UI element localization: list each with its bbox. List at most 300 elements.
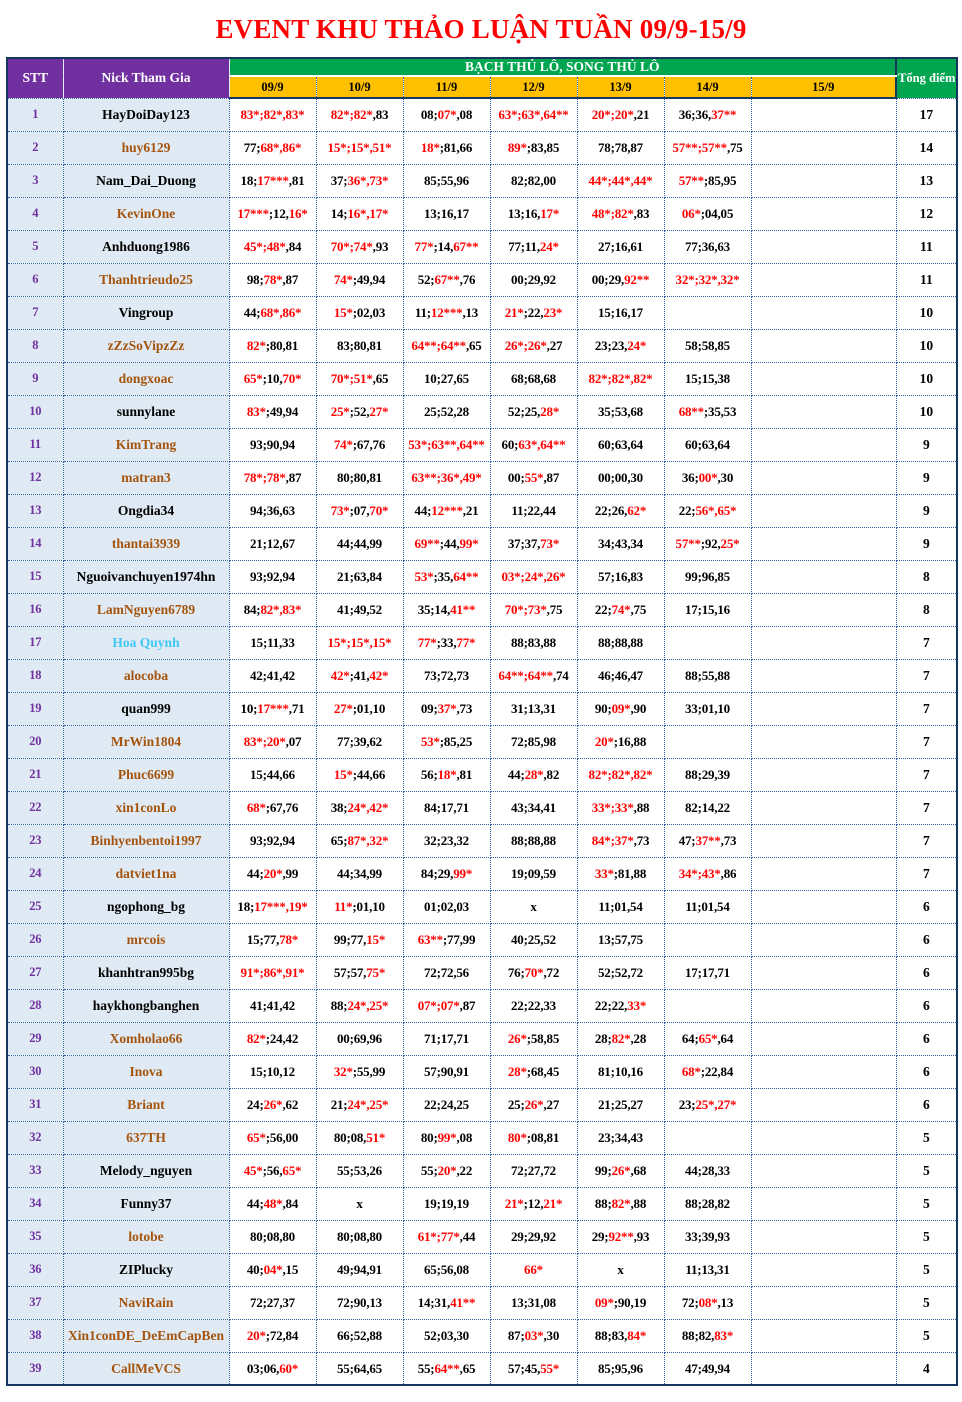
total-points: 8 bbox=[896, 560, 957, 593]
score-cell bbox=[316, 395, 403, 428]
score-segment-red: 37** bbox=[711, 107, 737, 123]
score-segment-red: 77* bbox=[456, 635, 476, 650]
score-segment-red: 55* bbox=[524, 470, 544, 485]
score-segment-red: 06* bbox=[681, 206, 701, 221]
score-cell bbox=[403, 791, 490, 824]
score-segment-black: ;08,81 bbox=[526, 1130, 560, 1145]
row-number: 36 bbox=[7, 1253, 63, 1286]
score-segment-black: 73;72,73 bbox=[424, 668, 469, 683]
nickname: CallMeVCS bbox=[63, 1352, 229, 1385]
score-segment-black: ,65 bbox=[465, 338, 482, 353]
score-segment-black: ;16,88 bbox=[613, 734, 647, 749]
total-points: 9 bbox=[896, 461, 957, 494]
event-score-table bbox=[6, 57, 958, 1386]
score-segment-black: ,73 bbox=[456, 701, 473, 716]
score-segment-black: 41;49,52 bbox=[337, 602, 382, 617]
score-cell bbox=[664, 758, 751, 791]
row-number: 31 bbox=[7, 1088, 63, 1121]
score-segment-red: 65* bbox=[698, 1031, 718, 1046]
score-cell bbox=[490, 1121, 577, 1154]
score-segment-black: ;52, bbox=[349, 404, 370, 419]
score-cell bbox=[577, 1187, 664, 1220]
score-segment-black: ;81,66 bbox=[439, 140, 473, 155]
score-segment-black: ;02,03 bbox=[352, 305, 386, 320]
nickname: dongxoac bbox=[63, 362, 229, 395]
score-segment-black: 21;25,27 bbox=[598, 1097, 643, 1112]
score-segment-red: 07* bbox=[437, 107, 457, 123]
score-segment-red: 78*;78* bbox=[243, 470, 286, 485]
score-segment-black: 25; bbox=[507, 1097, 525, 1112]
total-points: 5 bbox=[896, 1319, 957, 1352]
score-segment-black: 82;82,00 bbox=[511, 173, 556, 188]
score-segment-black: ,83 bbox=[633, 206, 650, 221]
score-cell bbox=[751, 890, 896, 923]
score-segment-black: 21;63,84 bbox=[337, 569, 382, 584]
table-row bbox=[7, 758, 957, 791]
score-segment-red: 89* bbox=[507, 140, 527, 155]
score-cell bbox=[403, 1319, 490, 1352]
score-cell bbox=[664, 197, 751, 230]
score-cell bbox=[664, 824, 751, 857]
score-cell bbox=[403, 1088, 490, 1121]
score-cell bbox=[229, 956, 316, 989]
score-cell bbox=[229, 560, 316, 593]
score-cell bbox=[403, 692, 490, 725]
score-segment-red: 83*;20* bbox=[243, 734, 286, 749]
score-cell bbox=[751, 131, 896, 164]
score-segment-black: ;22, bbox=[523, 305, 544, 320]
score-cell bbox=[664, 1187, 751, 1220]
score-cell bbox=[751, 1253, 896, 1286]
col-header-nick: Nick Tham Gia bbox=[63, 58, 229, 98]
score-cell bbox=[577, 461, 664, 494]
score-cell bbox=[229, 824, 316, 857]
score-cell bbox=[403, 956, 490, 989]
score-cell bbox=[229, 1088, 316, 1121]
score-segment-black: ;80,81 bbox=[265, 338, 299, 353]
score-cell bbox=[577, 494, 664, 527]
score-cell bbox=[403, 1055, 490, 1088]
score-cell bbox=[490, 890, 577, 923]
score-cell bbox=[751, 98, 896, 131]
score-cell bbox=[751, 692, 896, 725]
table-row bbox=[7, 659, 957, 692]
score-cell bbox=[664, 395, 751, 428]
score-cell bbox=[316, 1154, 403, 1187]
table-row bbox=[7, 857, 957, 890]
score-segment-black: 22; bbox=[594, 602, 612, 617]
score-cell bbox=[316, 824, 403, 857]
score-cell bbox=[229, 461, 316, 494]
row-number: 38 bbox=[7, 1319, 63, 1352]
score-segment-red: 69** bbox=[414, 536, 440, 551]
score-segment-black: ;14, bbox=[433, 239, 454, 254]
score-segment-black: ;56, bbox=[262, 1163, 283, 1178]
score-cell bbox=[229, 428, 316, 461]
total-points: 4 bbox=[896, 1352, 957, 1385]
score-segment-black: 31;13,31 bbox=[511, 701, 556, 716]
col-header-total: Tổng điểm bbox=[896, 58, 957, 98]
score-segment-red: 12*** bbox=[430, 305, 463, 320]
score-segment-red: 92** bbox=[624, 272, 650, 287]
score-segment-black: 41;41,42 bbox=[250, 998, 295, 1013]
score-segment-red: 53* bbox=[420, 734, 440, 749]
score-cell bbox=[316, 131, 403, 164]
score-cell bbox=[577, 857, 664, 890]
score-segment-red: 15*;15*,51* bbox=[327, 140, 392, 155]
score-cell bbox=[751, 197, 896, 230]
score-segment-black: 88;55,88 bbox=[685, 668, 730, 683]
score-segment-black: 77; bbox=[243, 140, 261, 155]
score-cell bbox=[403, 362, 490, 395]
score-cell bbox=[316, 560, 403, 593]
score-segment-black: 43;34,41 bbox=[511, 800, 556, 815]
score-segment-black: ,86 bbox=[720, 866, 737, 881]
score-segment-red: 17*** bbox=[257, 701, 289, 716]
score-cell bbox=[751, 857, 896, 890]
score-segment-red: 99* bbox=[453, 866, 473, 881]
score-segment-black: 80;08, bbox=[333, 1130, 367, 1145]
score-segment-black: ;55,99 bbox=[352, 1064, 386, 1079]
score-segment-red: 28* bbox=[507, 1064, 527, 1079]
nickname: Binhyenbentoi1997 bbox=[63, 824, 229, 857]
score-segment-black: 38; bbox=[330, 800, 348, 815]
score-segment-black: ,87 bbox=[459, 998, 476, 1013]
table-row bbox=[7, 725, 957, 758]
nickname: Nguoivanchuyen1974hn bbox=[63, 560, 229, 593]
score-cell bbox=[577, 890, 664, 923]
total-points: 5 bbox=[896, 1154, 957, 1187]
score-segment-black: 15;77, bbox=[246, 932, 280, 947]
score-segment-black: 66;52,88 bbox=[337, 1328, 382, 1343]
score-cell bbox=[751, 956, 896, 989]
score-cell bbox=[751, 725, 896, 758]
score-segment-red: 62* bbox=[627, 503, 647, 518]
score-segment-black: 37;37, bbox=[507, 536, 541, 551]
nickname: Thanhtrieudo25 bbox=[63, 263, 229, 296]
score-segment-black: 13;57,75 bbox=[598, 932, 643, 947]
table-row bbox=[7, 296, 957, 329]
score-cell bbox=[664, 725, 751, 758]
score-cell bbox=[577, 626, 664, 659]
score-cell bbox=[751, 362, 896, 395]
score-segment-black: ,76 bbox=[459, 272, 476, 287]
score-segment-red: 21* bbox=[504, 1196, 524, 1211]
score-segment-red: 24* bbox=[539, 239, 559, 254]
score-segment-black: 88;83,88 bbox=[511, 635, 556, 650]
score-segment-black: ;33, bbox=[436, 635, 457, 650]
nickname: thantai3939 bbox=[63, 527, 229, 560]
score-segment-black: 44;28,33 bbox=[685, 1163, 730, 1178]
nickname: khanhtran995bg bbox=[63, 956, 229, 989]
score-segment-black: 88;88,88 bbox=[598, 635, 643, 650]
total-points: 11 bbox=[896, 230, 957, 263]
score-segment-black: ;12, bbox=[268, 206, 289, 221]
score-segment-black: 10;27,65 bbox=[424, 371, 469, 386]
score-segment-red: 74* bbox=[333, 272, 353, 287]
score-segment-black: 44; bbox=[507, 767, 525, 782]
score-cell bbox=[577, 164, 664, 197]
table-row bbox=[7, 461, 957, 494]
score-cell bbox=[577, 131, 664, 164]
score-segment-black: ,22 bbox=[456, 1163, 473, 1178]
score-cell bbox=[490, 494, 577, 527]
score-segment-red: 83* bbox=[246, 404, 266, 419]
score-segment-black: 11;22,44 bbox=[511, 503, 556, 518]
page-title: EVENT KHU THẢO LUẬN TUẦN 09/9-15/9 bbox=[215, 13, 747, 44]
score-segment-red: 65* bbox=[243, 371, 263, 386]
score-segment-red: 25*,27* bbox=[695, 1097, 737, 1112]
row-number: 39 bbox=[7, 1352, 63, 1385]
score-segment-black: 57;90,91 bbox=[424, 1064, 469, 1079]
score-segment-red: 37* bbox=[437, 701, 457, 716]
score-cell bbox=[577, 725, 664, 758]
score-cell bbox=[577, 98, 664, 131]
score-segment-black: 65;56,08 bbox=[424, 1262, 469, 1277]
score-segment-red: 15* bbox=[333, 767, 353, 782]
score-segment-red: 32* bbox=[333, 1064, 353, 1079]
score-segment-black: ,21 bbox=[462, 503, 479, 518]
total-points: 7 bbox=[896, 824, 957, 857]
score-cell bbox=[229, 1253, 316, 1286]
score-cell bbox=[229, 791, 316, 824]
score-segment-red: 74* bbox=[611, 602, 631, 617]
nickname: Hoa Quynh bbox=[63, 626, 229, 659]
score-cell bbox=[229, 626, 316, 659]
score-cell bbox=[403, 98, 490, 131]
score-segment-black: ;56,00 bbox=[265, 1130, 299, 1145]
score-segment-black: ;81,88 bbox=[613, 866, 647, 881]
score-cell bbox=[577, 362, 664, 395]
total-points: 9 bbox=[896, 527, 957, 560]
score-segment-black: ;44,66 bbox=[352, 767, 386, 782]
score-segment-black: ,88 bbox=[630, 1196, 647, 1211]
table-header bbox=[7, 58, 957, 98]
total-points: 6 bbox=[896, 923, 957, 956]
score-cell bbox=[229, 1352, 316, 1385]
score-cell bbox=[664, 1253, 751, 1286]
score-segment-black: ;44, bbox=[439, 536, 460, 551]
score-segment-red: 17* bbox=[540, 206, 560, 221]
table-row bbox=[7, 428, 957, 461]
score-segment-black: 22; bbox=[678, 503, 696, 518]
score-segment-red: 77* bbox=[417, 635, 437, 650]
score-cell bbox=[577, 263, 664, 296]
table-row bbox=[7, 395, 957, 428]
score-segment-black: ;92, bbox=[700, 536, 721, 551]
score-cell bbox=[577, 1121, 664, 1154]
score-segment-black: ;49,94 bbox=[352, 272, 386, 287]
score-segment-black: 11;01,54 bbox=[598, 899, 643, 914]
score-cell bbox=[664, 956, 751, 989]
score-segment-black: 60;63,64 bbox=[598, 437, 643, 452]
score-cell bbox=[751, 1220, 896, 1253]
score-cell bbox=[490, 131, 577, 164]
score-cell bbox=[316, 1253, 403, 1286]
score-segment-black: 28; bbox=[594, 1031, 612, 1046]
score-cell bbox=[490, 659, 577, 692]
total-points: 9 bbox=[896, 494, 957, 527]
score-segment-red: 24*,25* bbox=[347, 1097, 389, 1112]
score-segment-red: 12*** bbox=[431, 503, 463, 518]
total-points: 9 bbox=[896, 428, 957, 461]
score-segment-black: ;35,53 bbox=[703, 404, 737, 419]
score-segment-red: 16* bbox=[288, 206, 308, 221]
total-points: 6 bbox=[896, 1088, 957, 1121]
row-number: 15 bbox=[7, 560, 63, 593]
score-segment-black: ;67,76 bbox=[265, 800, 299, 815]
score-segment-red: 82*;82* bbox=[330, 107, 373, 123]
score-segment-black: 78;78,87 bbox=[598, 140, 643, 155]
total-points: 13 bbox=[896, 164, 957, 197]
score-cell bbox=[490, 1187, 577, 1220]
score-cell bbox=[229, 1055, 316, 1088]
nickname: MrWin1804 bbox=[63, 725, 229, 758]
score-segment-black: 84;17,71 bbox=[424, 800, 469, 815]
total-points: 7 bbox=[896, 791, 957, 824]
score-cell bbox=[664, 1022, 751, 1055]
score-segment-red: 16*,17* bbox=[347, 206, 389, 221]
score-cell bbox=[316, 197, 403, 230]
row-number: 14 bbox=[7, 527, 63, 560]
score-segment-black: 77;11, bbox=[508, 239, 540, 254]
score-segment-red: 68*,86* bbox=[260, 140, 302, 155]
total-points: 6 bbox=[896, 890, 957, 923]
score-segment-black: 77;39,62 bbox=[337, 734, 382, 749]
score-cell bbox=[577, 428, 664, 461]
score-segment-black: ,88 bbox=[633, 800, 650, 815]
score-cell bbox=[751, 791, 896, 824]
score-segment-red: 63*;63*,64** bbox=[498, 107, 569, 123]
row-number: 17 bbox=[7, 626, 63, 659]
score-segment-black: 44; bbox=[243, 305, 261, 320]
score-cell bbox=[577, 1154, 664, 1187]
nickname: KimTrang bbox=[63, 428, 229, 461]
score-cell bbox=[229, 98, 316, 131]
score-cell bbox=[316, 593, 403, 626]
score-cell bbox=[316, 428, 403, 461]
row-number: 33 bbox=[7, 1154, 63, 1187]
score-cell bbox=[403, 296, 490, 329]
score-segment-red: 28* bbox=[524, 767, 544, 782]
nickname: Nam_Dai_Duong bbox=[63, 164, 229, 197]
nickname: Funny37 bbox=[63, 1187, 229, 1220]
row-number: 29 bbox=[7, 1022, 63, 1055]
score-segment-black: 68;68,68 bbox=[511, 371, 556, 386]
score-segment-red: 78* bbox=[279, 932, 299, 947]
score-segment-black: 10; bbox=[240, 701, 258, 716]
score-segment-black: ,30 bbox=[717, 470, 734, 485]
total-points: 6 bbox=[896, 956, 957, 989]
score-segment-black: 57;57, bbox=[333, 965, 367, 980]
score-segment-black: ,81 bbox=[288, 173, 305, 188]
score-segment-black: 76; bbox=[507, 965, 525, 980]
nickname: Melody_nguyen bbox=[63, 1154, 229, 1187]
table-row bbox=[7, 98, 957, 131]
score-segment-black: 22;22,33 bbox=[511, 998, 556, 1013]
total-points: 7 bbox=[896, 692, 957, 725]
score-cell bbox=[664, 494, 751, 527]
score-segment-red: 64** bbox=[434, 1360, 460, 1376]
table-row bbox=[7, 1154, 957, 1187]
nickname: Briant bbox=[63, 1088, 229, 1121]
table-row bbox=[7, 1055, 957, 1088]
score-segment-black: 44; bbox=[246, 866, 264, 881]
table-row bbox=[7, 791, 957, 824]
score-cell bbox=[664, 857, 751, 890]
score-cell bbox=[664, 560, 751, 593]
score-cell bbox=[316, 857, 403, 890]
score-cell bbox=[490, 791, 577, 824]
score-cell bbox=[664, 626, 751, 659]
score-cell bbox=[664, 329, 751, 362]
score-segment-red: 15*;15*,15* bbox=[327, 635, 392, 650]
score-segment-red: 83*;82*,83* bbox=[240, 107, 305, 123]
score-segment-black: 94;36,63 bbox=[250, 503, 295, 518]
score-segment-black: ;04,05 bbox=[700, 206, 734, 221]
score-segment-black: ,84 bbox=[285, 239, 302, 254]
score-segment-red: 21* bbox=[543, 1196, 563, 1211]
score-segment-black: ,13 bbox=[717, 1295, 734, 1310]
score-cell bbox=[577, 1319, 664, 1352]
score-cell bbox=[229, 1319, 316, 1352]
total-points: 17 bbox=[896, 98, 957, 131]
score-segment-black: 82;14,22 bbox=[685, 800, 730, 815]
score-segment-black: 55;53,26 bbox=[337, 1163, 382, 1178]
score-cell bbox=[316, 956, 403, 989]
total-points: 11 bbox=[896, 263, 957, 296]
score-cell bbox=[229, 593, 316, 626]
total-points: 5 bbox=[896, 1121, 957, 1154]
score-cell bbox=[229, 296, 316, 329]
total-points: 8 bbox=[896, 593, 957, 626]
nickname: Vingroup bbox=[63, 296, 229, 329]
score-cell bbox=[577, 593, 664, 626]
table-row bbox=[7, 362, 957, 395]
score-segment-red: 53*;63**,64** bbox=[408, 437, 485, 452]
score-cell bbox=[316, 1055, 403, 1088]
score-segment-black: 35;14, bbox=[417, 602, 451, 617]
score-cell bbox=[664, 791, 751, 824]
score-segment-black: ;01,10 bbox=[352, 701, 386, 716]
score-cell bbox=[664, 1121, 751, 1154]
score-cell bbox=[751, 1286, 896, 1319]
score-segment-black: ;07, bbox=[349, 503, 370, 518]
score-segment-black: 44; bbox=[246, 1196, 264, 1211]
score-cell bbox=[577, 296, 664, 329]
score-cell bbox=[316, 1022, 403, 1055]
col-header-date-14-9: 14/9 bbox=[664, 76, 751, 98]
score-segment-black: 00;00,30 bbox=[598, 470, 643, 485]
nickname: Phuc6699 bbox=[63, 758, 229, 791]
score-cell bbox=[490, 395, 577, 428]
total-points: 12 bbox=[896, 197, 957, 230]
score-segment-black: 93;92,94 bbox=[250, 569, 295, 584]
score-segment-black: 60; bbox=[501, 437, 519, 452]
score-segment-red: 91*;86*,91* bbox=[240, 965, 305, 980]
score-cell bbox=[490, 1319, 577, 1352]
score-segment-red: 68* bbox=[681, 1064, 701, 1079]
score-cell bbox=[229, 758, 316, 791]
score-segment-red: 28* bbox=[540, 404, 560, 419]
score-cell bbox=[664, 131, 751, 164]
score-segment-black: ,21 bbox=[633, 107, 650, 123]
table-row bbox=[7, 890, 957, 923]
nickname: huy6129 bbox=[63, 131, 229, 164]
table-row bbox=[7, 230, 957, 263]
score-segment-black: ;77,99 bbox=[442, 932, 476, 947]
col-header-date-09-9: 09/9 bbox=[229, 76, 316, 98]
